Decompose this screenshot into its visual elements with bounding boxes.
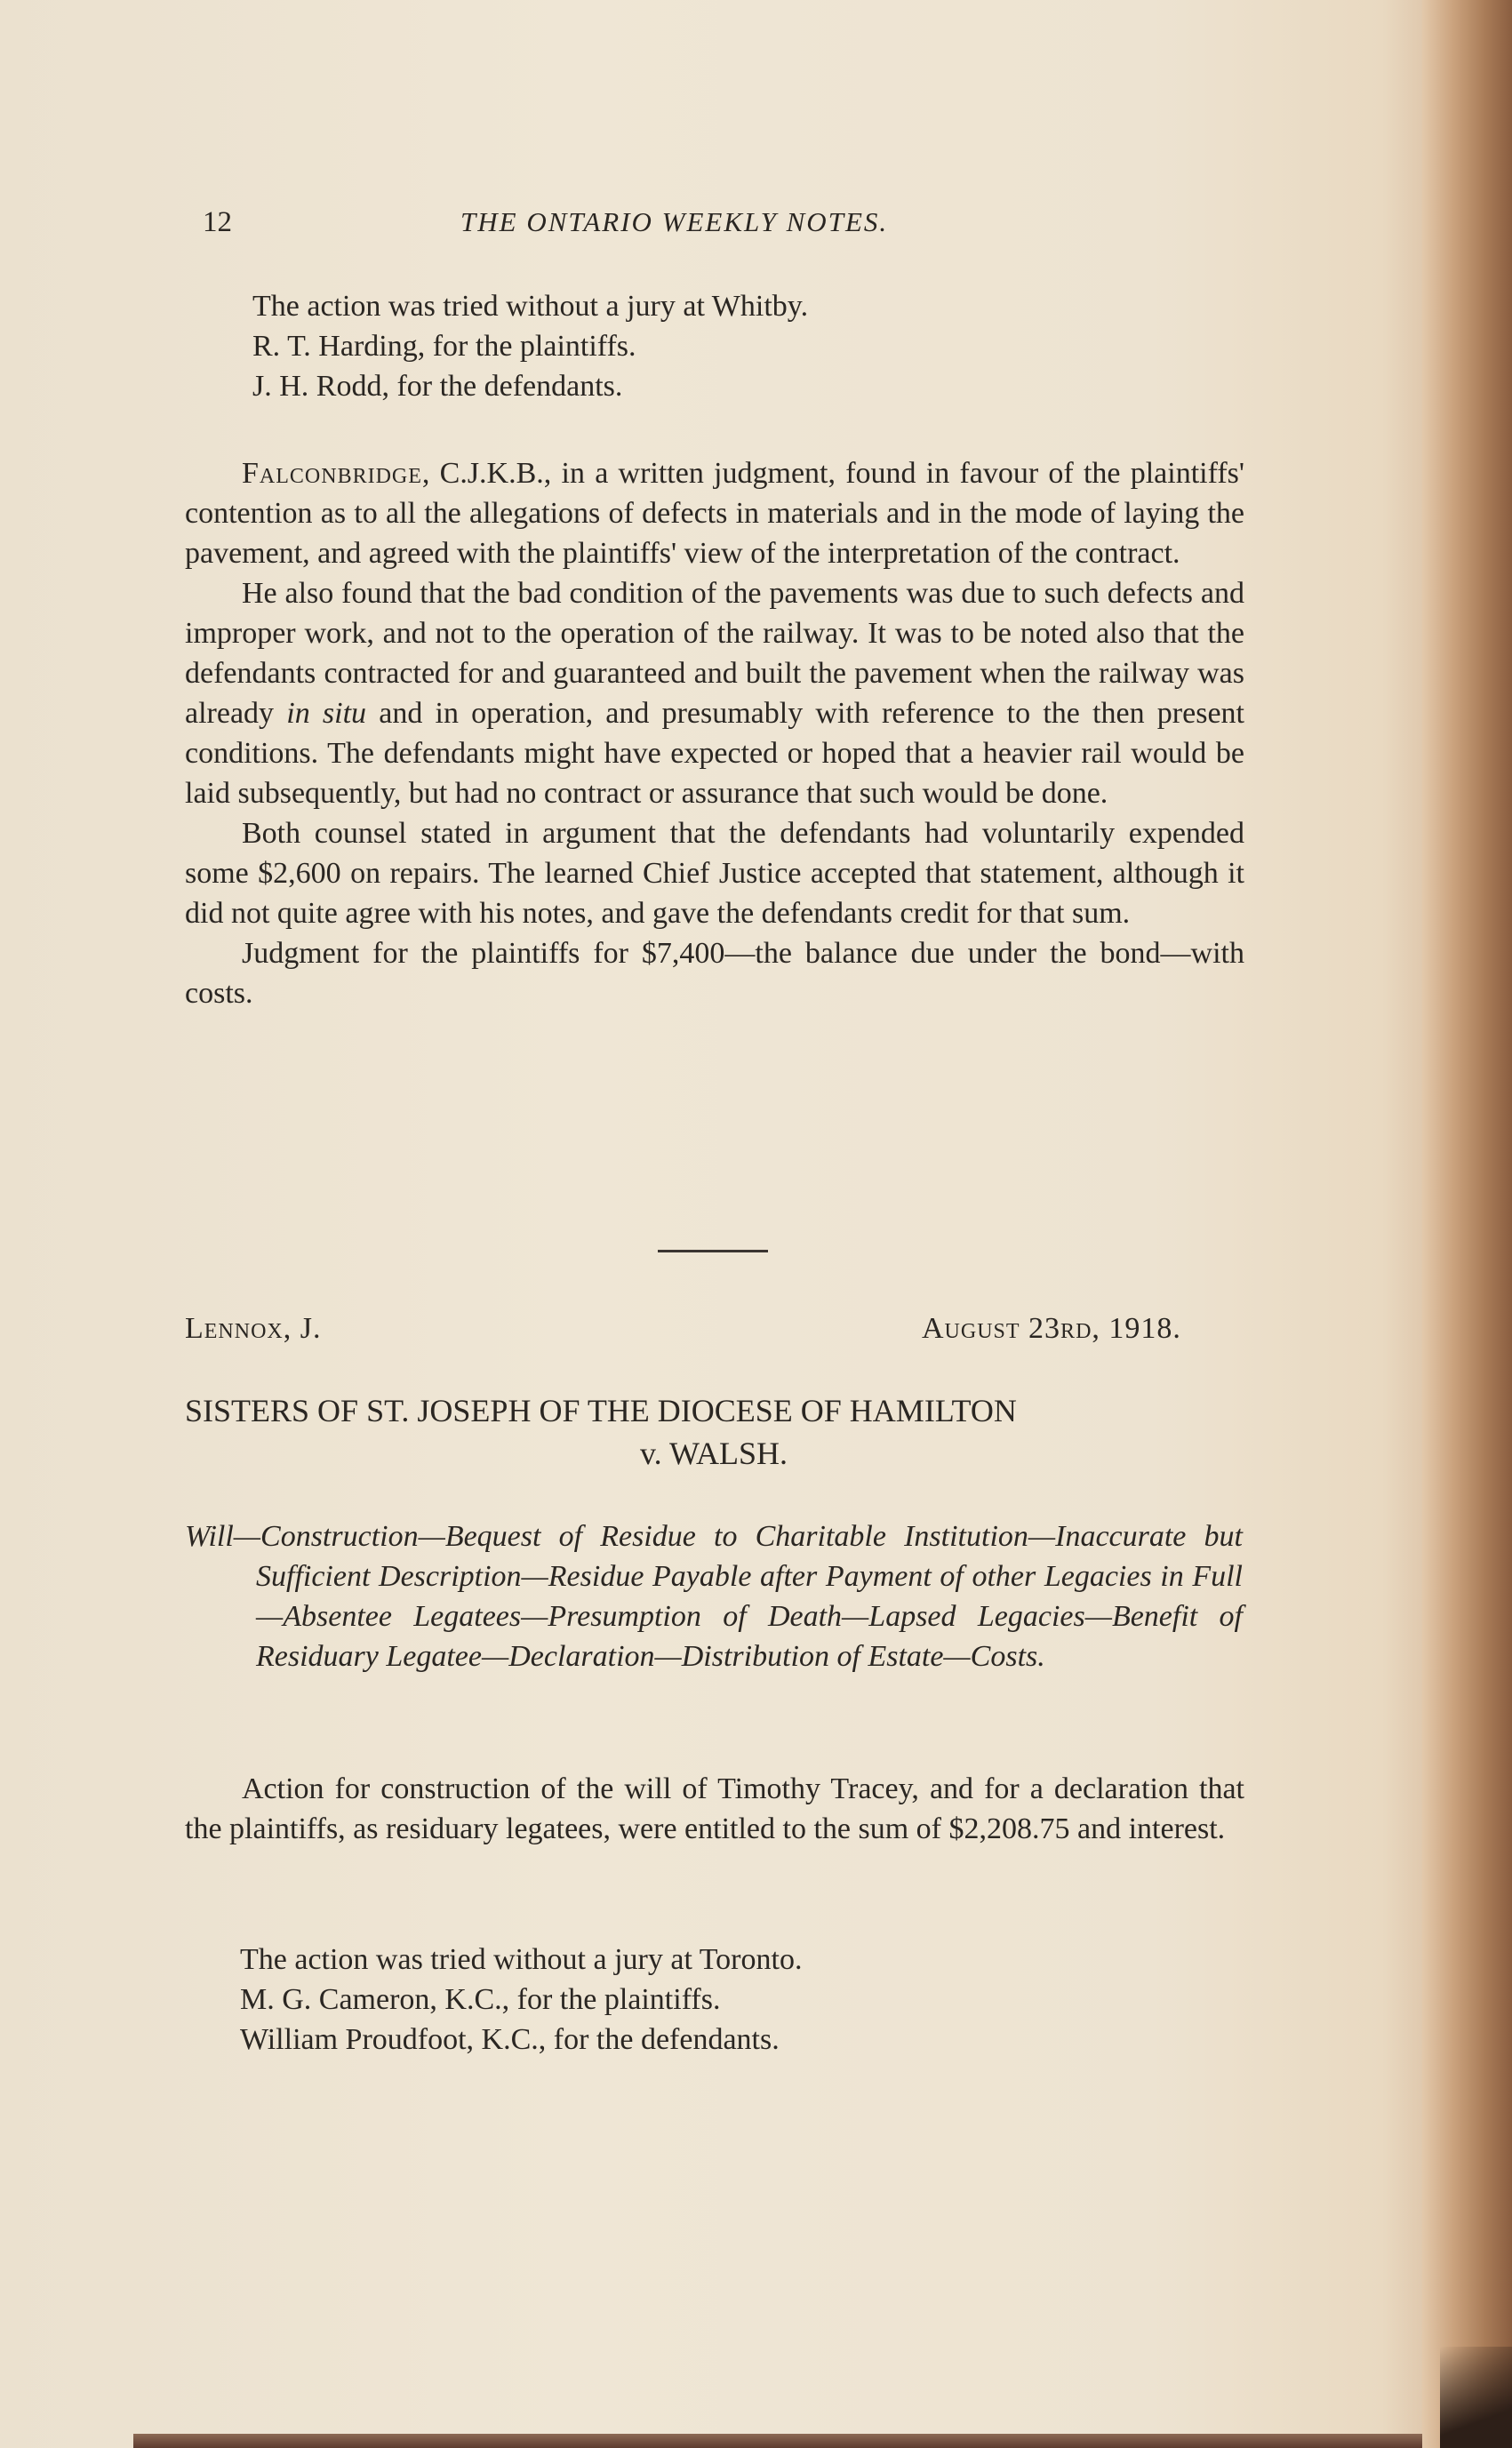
running-head: THE ONTARIO WEEKLY NOTES. [460,206,889,237]
finding-paragraph [185,573,1244,813]
counsel-plaintiffs-line: R. T. Harding, for the plaintiffs. [252,330,636,363]
case-headnote: Will—Construction—Bequest of Residue to Charitable Institution—Inaccurate but Sufficient Description—Residue Payable after Payment of other Legacies in Full—Absentee Legatees—Presumption of Death—Lapsed Legacies—Benefit of Residuary Legatee—Declaration—Distribution of Estate—Costs. [185,1520,1243,1673]
action-description [185,1769,1244,1849]
judge-name: Falconbridge [242,457,422,490]
page-header [203,206,992,242]
case-date-text: August 23rd, 1918. [922,1312,1181,1345]
page-edge-shadow [1422,0,1512,2448]
trial-line: The action was tried without a jury at Whitby. [252,290,809,323]
binding-strip [133,2434,1422,2448]
case-title-line-1: SISTERS OF ST. JOSEPH OF THE DIOCESE OF HAMILTON [185,1393,1017,1428]
case-date [922,1312,1181,1346]
case-judge-text: Lennox, J. [185,1312,322,1345]
judgment-text: , C.J.K.B., in a written judgment, found in favour of the plaintiffs' contention as to all the allegations of defects in materials and in the mode of laying the pavement, and agreed with the plaintiffs' view of the interpretation of the contract. [185,457,1244,570]
latin-phrase: in situ [286,697,367,730]
repairs-paragraph: Both counsel stated in argument that the defendants had voluntarily expended some $2,600 on repairs. The learned Chief Justice accepted that statement, although it did not quite agree with his notes, and gave the defendants credit for that sum. [185,817,1244,930]
action-paragraph: Action for construction of the will of Timothy Tracey, and for a declaration that the plaintiffs, as residuary legatees, were entitled to the sum of $2,208.75 and interest. [185,1772,1244,1845]
case-counsel-plaintiffs: M. G. Cameron, K.C., for the plaintiffs. [240,1983,721,2016]
judgment-paragraph [185,453,1244,573]
trial-info-block [252,286,1248,406]
corner-shadow [1440,2347,1512,2448]
judgment-body [185,453,1244,1013]
counsel-defendants-line: J. H. Rodd, for the defendants. [252,370,623,403]
section-divider [658,1250,768,1252]
case-trial-info [240,1940,1236,2060]
finding-text-b: and in operation, and presumably with reference to the then present conditions. The defendants might have expected or hoped that a heavier rail would be laid subsequently, but had no contract or assurance that such would be done. [185,697,1244,810]
case-title-line-2: v. WALSH. [639,1436,788,1471]
page-number: 12 [203,206,232,238]
result-paragraph: Judgment for the plaintiffs for $7,400—the balance due under the bond—with costs. [185,937,1244,1010]
case-counsel-defendants: William Proudfoot, K.C., for the defendants. [240,2023,780,2056]
finding-text-a: He also found that the bad condition of the pavements was due to such defects and improper work, and not to the operation of the railway. It was to be noted also that the defendants contracted for and guaranteed and built the pavement when the railway was already [185,577,1244,730]
case-trial-line: The action was tried without a jury at Toronto. [240,1943,803,1976]
case-judge [185,1312,322,1346]
